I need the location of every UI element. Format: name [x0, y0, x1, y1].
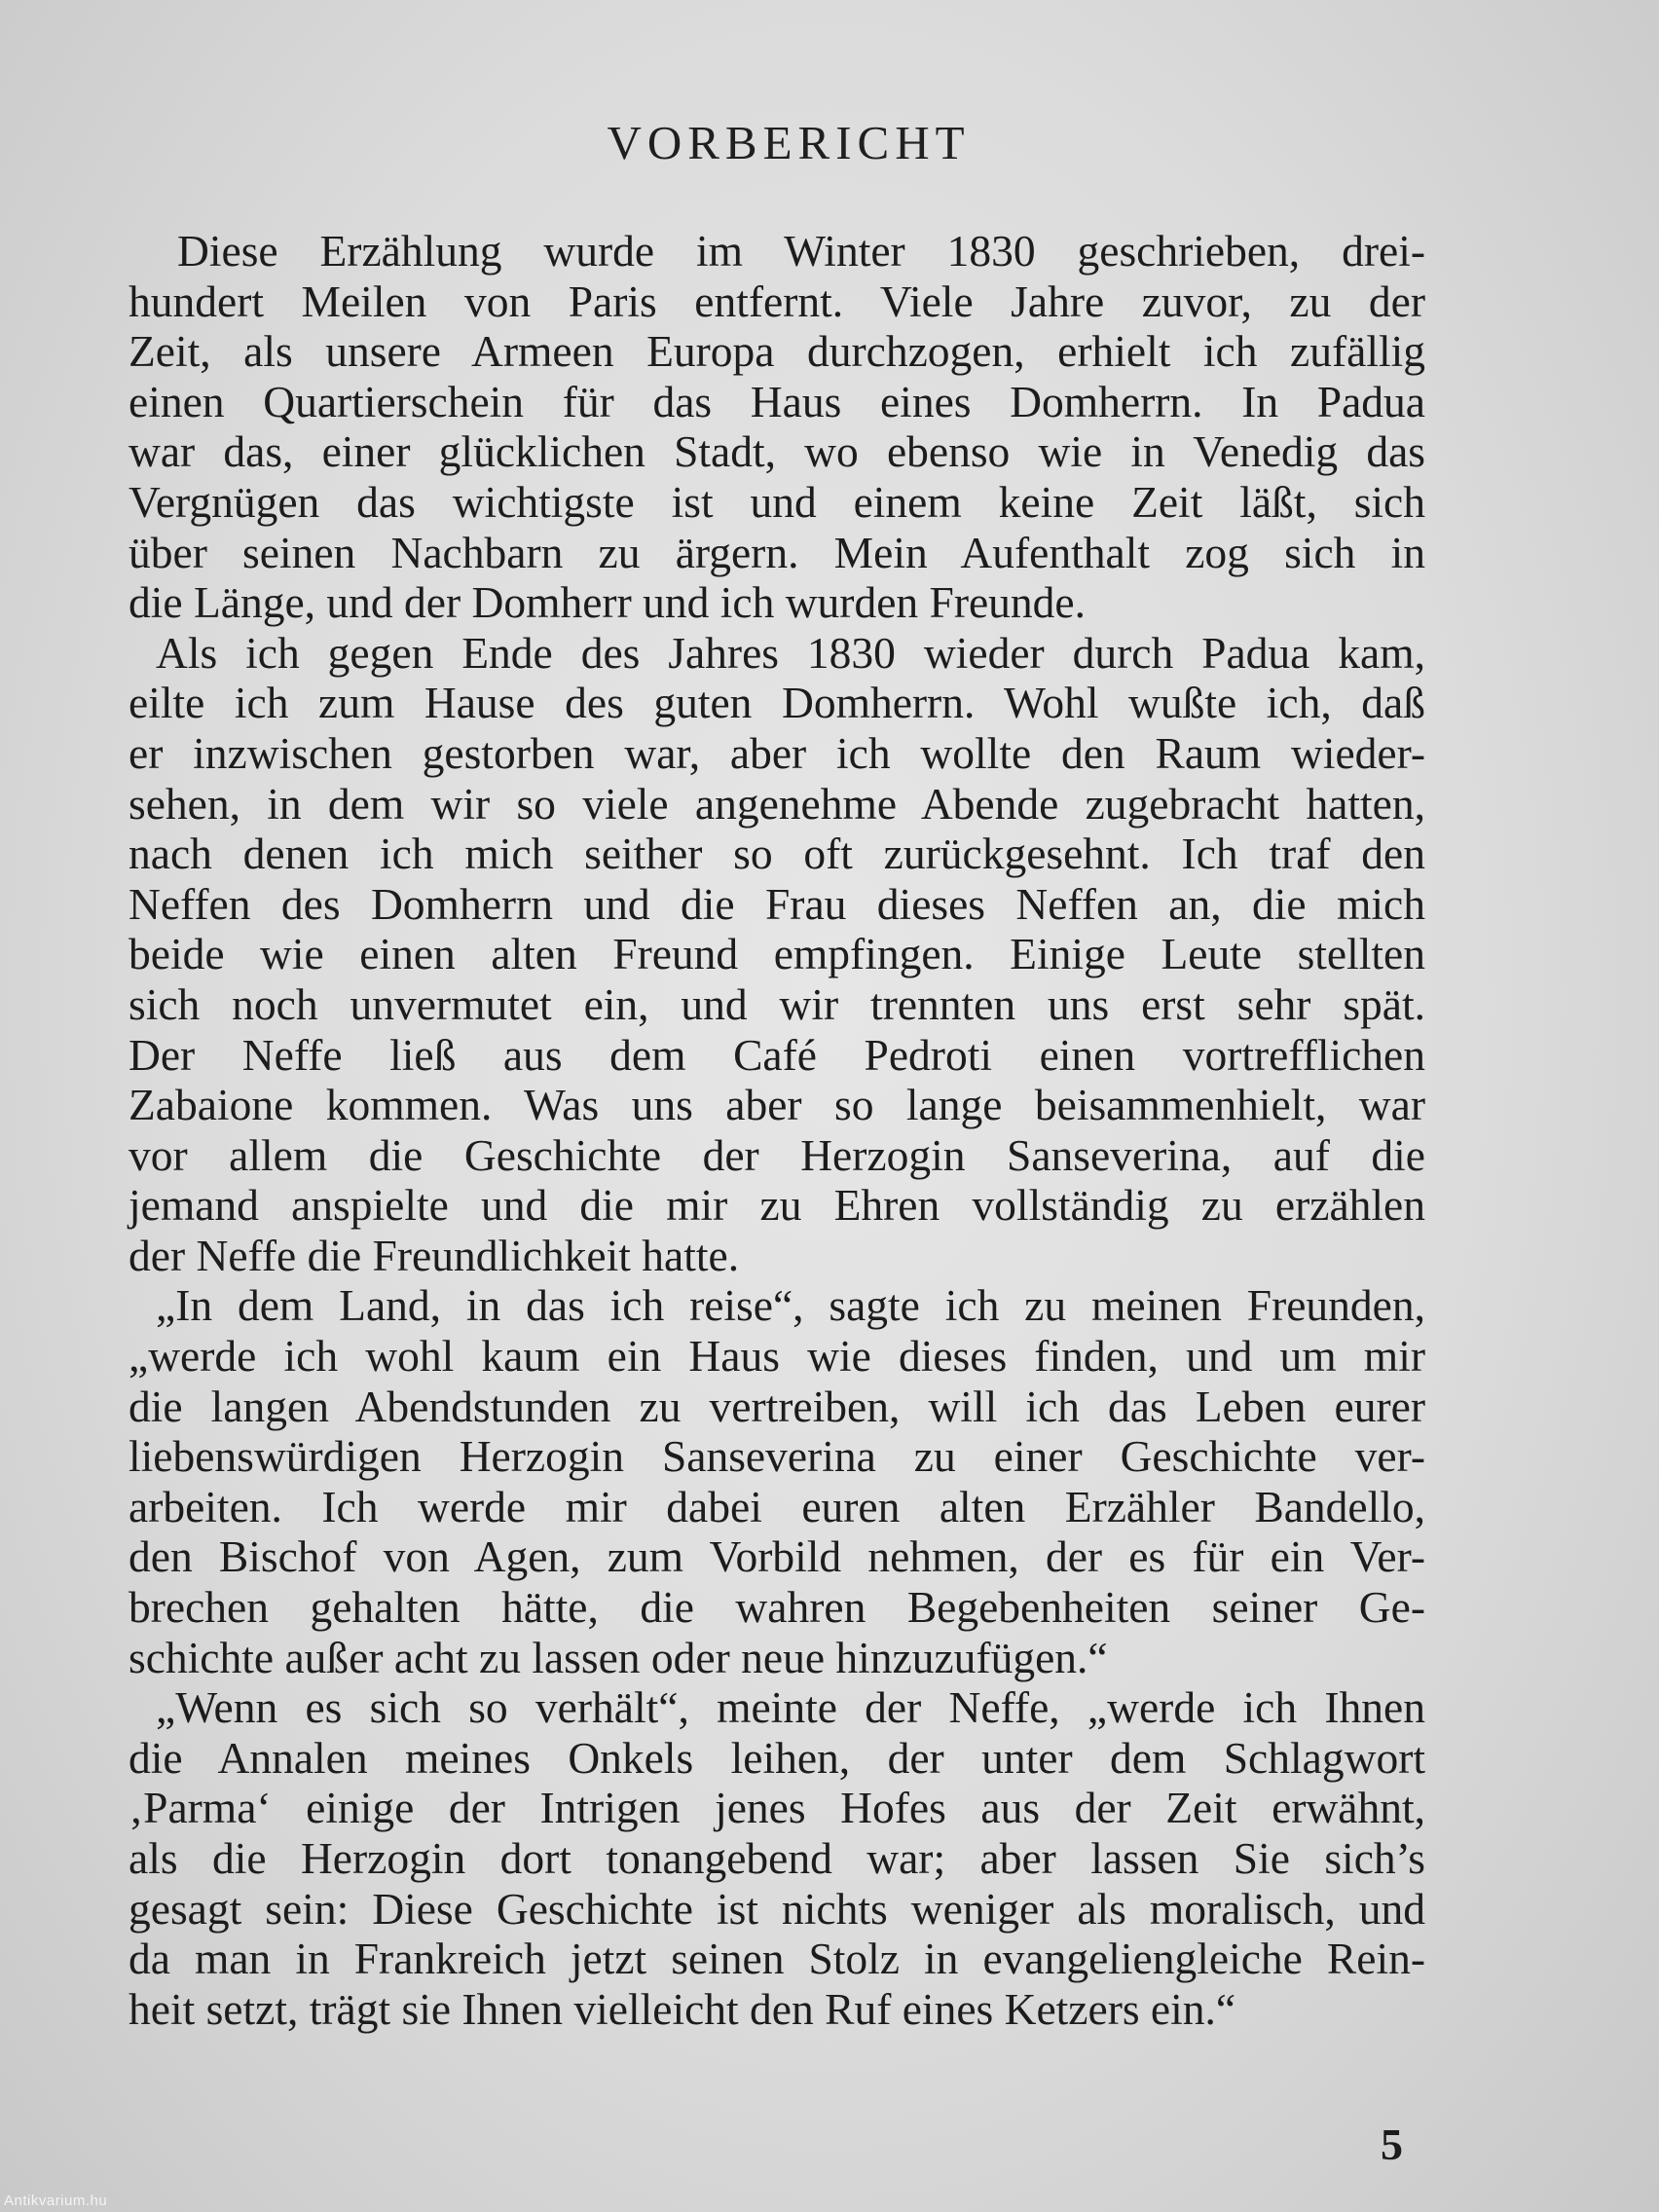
- text-line: vor allem die Geschichte der Herzogin Sanseverina, auf die: [129, 1129, 1425, 1180]
- text-line: die Länge, und der Domherr und ich wurden Freunde.: [129, 577, 1087, 628]
- text-line: sich noch unvermutet ein, und wir trennten uns erst sehr spät.: [129, 978, 1425, 1029]
- text-line: sehen, in dem wir so viele angenehme Abende zugebracht hatten,: [129, 778, 1425, 829]
- text-line: Diese Erzählung wurde im Winter 1830 geschrieben, drei-: [177, 226, 1425, 276]
- text-line: der Neffe die Freundlichkeit hatte.: [129, 1230, 740, 1280]
- text-line: da man in Frankreich jetzt seinen Stolz in evangeliengleiche Rein-: [129, 1934, 1425, 1984]
- page-number: 5: [1381, 2120, 1403, 2169]
- text-line: nach denen ich mich seither so oft zurückgesehnt. Ich traf den: [129, 829, 1425, 879]
- text-line: die Annalen meines Onkels leihen, der unter dem Schlagwort: [129, 1732, 1425, 1783]
- text-line: gesagt sein: Diese Geschichte ist nichts weniger als moralisch, und: [129, 1883, 1425, 1934]
- text-line: schichte außer acht zu lassen oder neue hinzuzufügen.“: [129, 1632, 1108, 1682]
- text-line: er inzwischen gestorben war, aber ich wollte den Raum wieder-: [129, 727, 1425, 778]
- paragraph-3: [129, 1280, 1425, 1682]
- paragraph-4: [129, 1682, 1425, 2034]
- text-line: den Bischof von Agen, zum Vorbild nehmen, der es für ein Ver-: [129, 1531, 1425, 1582]
- chapter-title: VORBERICHT: [607, 116, 971, 169]
- watermark: Antikvarium.hu: [4, 2193, 108, 2209]
- text-line: hundert Meilen von Paris entfernt. Viele Jahre zuvor, zu der: [129, 276, 1425, 326]
- text-line: „In dem Land, in das ich reise“, sagte ich zu meinen Freunden,: [156, 1280, 1425, 1331]
- text-line: Neffen des Domherrn und die Frau dieses Neffen an, die mich: [129, 878, 1425, 929]
- text-line: heit setzt, trägt sie Ihnen vielleicht den Ruf eines Ketzers ein.“: [129, 1983, 1236, 2034]
- text-line: einen Quartierschein für das Haus eines Domherrn. In Padua: [129, 376, 1425, 426]
- text-line: als die Herzogin dort tonangebend war; aber lassen Sie sich’s: [129, 1833, 1425, 1883]
- text-line: „Wenn es sich so verhält“, meinte der Neffe, „werde ich Ihnen: [156, 1682, 1425, 1733]
- text-line: brechen gehalten hätte, die wahren Begebenheiten seiner Ge-: [129, 1582, 1425, 1633]
- text-line: die langen Abendstunden zu vertreiben, will ich das Leben eurer: [129, 1381, 1425, 1431]
- text-line: „werde ich wohl kaum ein Haus wie dieses finden, und um mir: [129, 1331, 1425, 1382]
- text-line: war das, einer glücklichen Stadt, wo ebenso wie in Venedig das: [129, 426, 1425, 477]
- text-line: ‚Parma‘ einige der Intrigen jenes Hofes aus der Zeit erwähnt,: [129, 1783, 1425, 1833]
- text-line: Vergnügen das wichtigste ist und einem keine Zeit läßt, sich: [129, 476, 1425, 527]
- text-line: Zeit, als unsere Armeen Europa durchzogen, erhielt ich zufällig: [129, 326, 1425, 377]
- text-line: beide wie einen alten Freund empfingen. Einige Leute stellten: [129, 929, 1425, 979]
- text-line: Als ich gegen Ende des Jahres 1830 wieder durch Padua kam,: [156, 627, 1425, 678]
- text-line: liebenswürdigen Herzogin Sanseverina zu einer Geschichte ver-: [129, 1431, 1425, 1482]
- paragraph-2: [129, 628, 1425, 1281]
- text-line: über seinen Nachbarn zu ärgern. Mein Aufenthalt zog sich in: [129, 527, 1425, 577]
- text-line: arbeiten. Ich werde mir dabei euren alten Erzähler Bandello,: [129, 1481, 1425, 1531]
- text-line: eilte ich zum Hause des guten Domherrn. Wohl wußte ich, daß: [129, 678, 1425, 728]
- text-line: Zabaione kommen. Was uns aber so lange beisammenhielt, war: [129, 1080, 1425, 1130]
- text-line: Der Neffe ließ aus dem Café Pedroti einen vortrefflichen: [129, 1029, 1425, 1080]
- paragraph-1: [129, 226, 1425, 628]
- text-line: jemand anspielte und die mir zu Ehren vollständig zu erzählen: [129, 1180, 1425, 1231]
- body-text: [129, 226, 1425, 2034]
